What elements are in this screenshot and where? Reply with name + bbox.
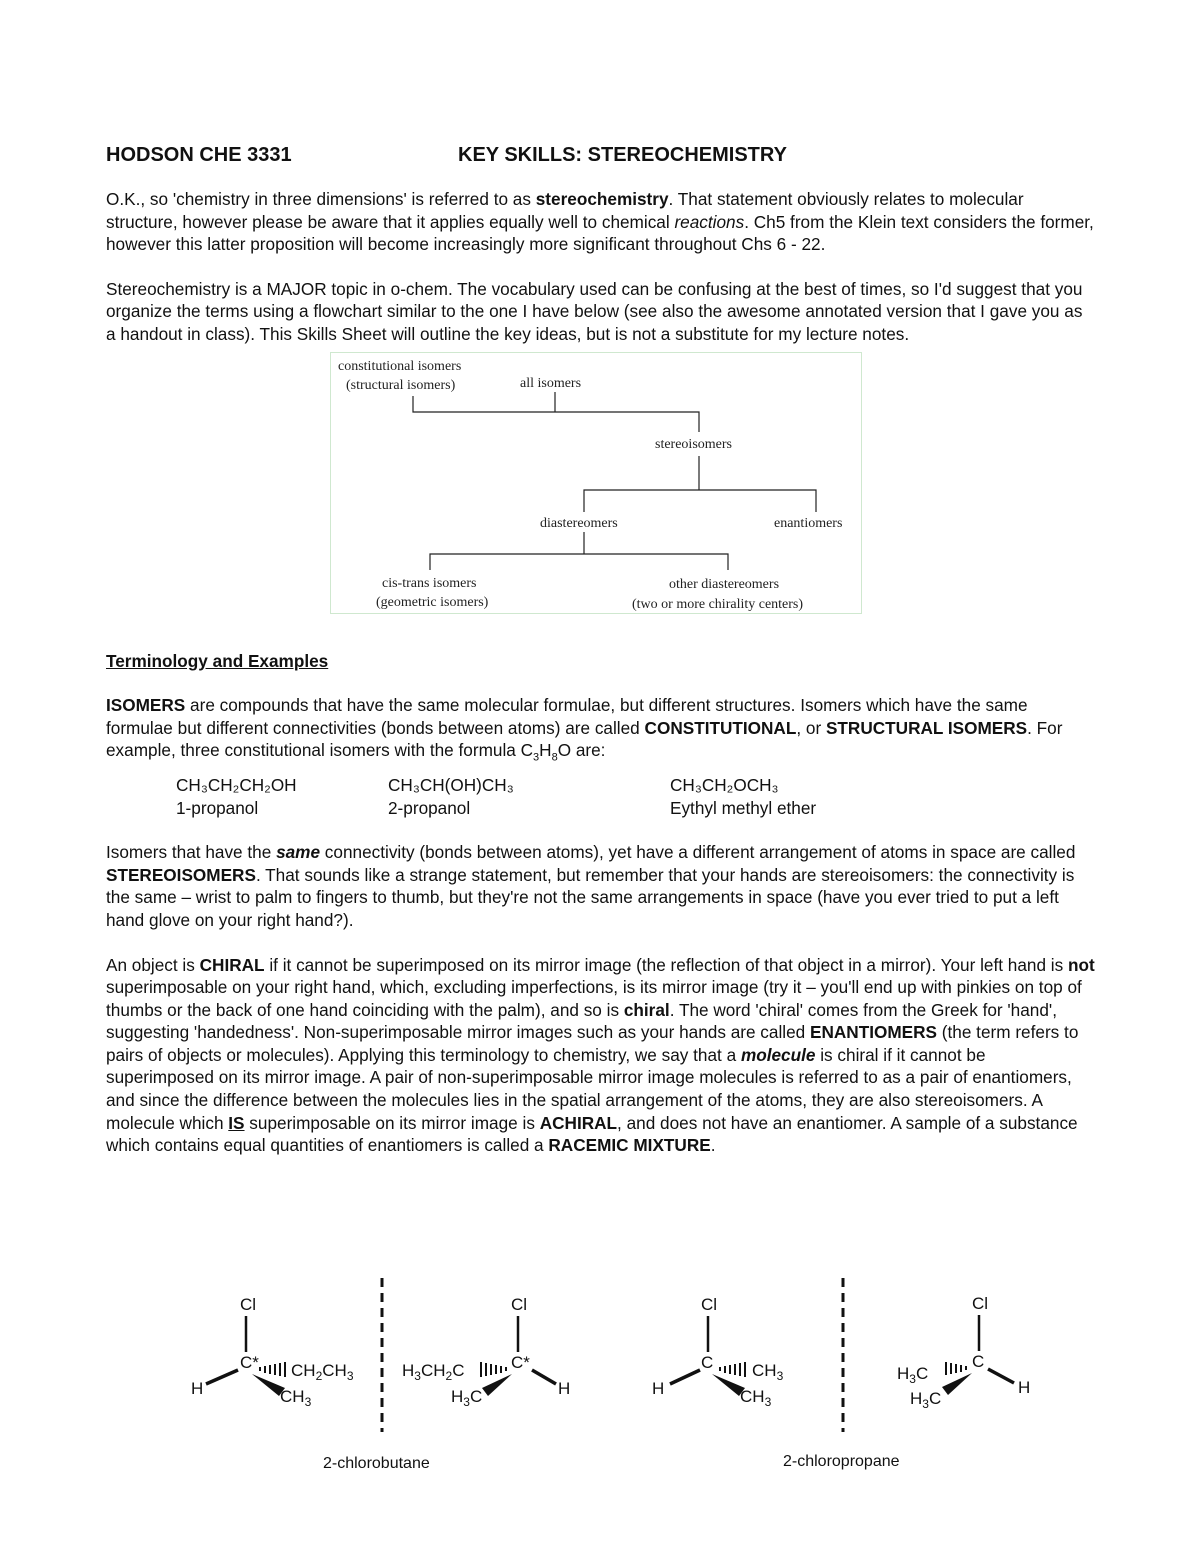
- svg-text:CH2CH3: $CH_2CH_3$: [291, 1361, 354, 1383]
- molecule-butane-left: [191, 1295, 354, 1409]
- svg-text:C: C: [701, 1353, 714, 1372]
- chiral-paragraph: An object is CHIRAL if it cannot be superimposed on its mirror image (the reflection of that object in a mirror). Your left hand is not superimposable on your right hand, which, excluding imperfections, is its mirror image (try it – you'll end up with pinkies on top of thumbs or the back of one hand coinciding with the palm), and so is chiral. The word 'chiral' comes from the Greek for 'hand', suggesting 'handedness'. Non-superimposable mirror images such as your hands are called ENANTIOMERS (the term refers to pairs of objects or molecules). Applying this terminology to chemistry, we say that a molecule is chiral if it cannot be superimposed on its mirror image. A pair of non-superimposable mirror image molecules is referred to as a pair of enantiomers, and since the difference between the molecules lies in the spatial arrangement of the atoms, they are also stereoisomers. A molecule which IS superimposable on its mirror image is ACHIRAL, and does not have an enantiomer. A sample of a substance which contains equal quantities of enantiomers is called a RACEMIC MIXTURE.: [106, 954, 1095, 1156]
- chirality-structures: [0, 1270, 1200, 1480]
- svg-text:Cl: Cl: [240, 1295, 257, 1314]
- example-3-formula: CH₃CH₂OCH₃: [670, 774, 779, 795]
- label-butane: 2-chlorobutane: [323, 1455, 430, 1472]
- molecule-butane-right: [402, 1295, 570, 1409]
- flow-stereo: stereoisomers: [655, 436, 732, 452]
- svg-text:Cl: Cl: [511, 1295, 528, 1314]
- flow-structural: (structural isomers): [346, 377, 456, 393]
- svg-text:CH3: $CH_3$: [280, 1387, 312, 1409]
- intro-paragraph-2: Stereochemistry is a MAJOR topic in o-chem. The vocabulary used can be confusing at the best of times, so I'd suggest that you organize the terms using a flowchart similar to the one I have below (see also the awesome annotated version that I gave you as a handout in class). This Skills Sheet will outline the key ideas, but is not a substitute for my lecture notes.: [106, 278, 1083, 344]
- flow-constitutional: constitutional isomers: [338, 358, 462, 374]
- course-code: HODSON CHE 3331: [106, 144, 292, 166]
- example-1-name: 1-propanol: [176, 797, 259, 818]
- stereoisomers-paragraph: Isomers that have the same connectivity (bonds between atoms), yet have a different arrangement of atoms in space are called STEREOISOMERS. That sounds like a strange statement, but remember that your hands are stereoisomers: the connectivity is the same – wrist to palm to fingers to thumb, but they're not the same arrangements in space (have you ever tried to put a left hand glove on your right hand?).: [106, 842, 1076, 930]
- svg-text:H: H: [1018, 1378, 1031, 1397]
- flow-geometric: (geometric isomers): [376, 594, 489, 610]
- isomer-flowchart: [330, 352, 862, 614]
- svg-text:H: H: [191, 1379, 204, 1398]
- example-3-name: Eythyl methyl ether: [670, 797, 817, 818]
- flow-diast: diastereomers: [540, 515, 618, 531]
- svg-text:CH3: $CH_3$: [740, 1387, 772, 1409]
- svg-text:Cl: Cl: [972, 1294, 989, 1313]
- example-1-formula: CH₃CH₂CH₂OH: [176, 774, 297, 795]
- flow-enant: enantiomers: [774, 515, 843, 531]
- svg-text:H3C: $H_3C$: [910, 1389, 942, 1411]
- sheet-title: KEY SKILLS: STEREOCHEMISTRY: [458, 144, 787, 166]
- intro-paragraph-1: O.K., so 'chemistry in three dimensions' is referred to as stereochemistry. That statement obviously relates to molecular structure, however please be aware that it applies equally well to chemical reactions. Ch5 from the Klein text considers the former, however this latter proposition will become increasingly more significant throughout Chs 6 - 22.: [106, 189, 1094, 255]
- svg-text:H3C: $H_3C$: [897, 1364, 929, 1386]
- svg-text:H3CH2C: $H_3CH_2C$: [402, 1361, 465, 1383]
- svg-text:H: H: [652, 1379, 665, 1398]
- svg-text:C*: C*: [240, 1353, 259, 1372]
- document-title: [106, 140, 1096, 170]
- molecule-propane-left: [652, 1295, 784, 1409]
- svg-text:CH3: $CH_3$: [752, 1361, 784, 1383]
- svg-text:H3C: $H_3C$: [451, 1387, 483, 1409]
- flow-all: all isomers: [520, 375, 582, 391]
- flow-twomore: (two or more chirality centers): [632, 596, 804, 612]
- document-body: [106, 140, 1096, 1179]
- flow-other: other diastereomers: [669, 576, 780, 592]
- isomer-examples: [176, 774, 816, 819]
- example-2-name: 2-propanol: [388, 797, 471, 818]
- label-propane: 2-chloropropane: [783, 1453, 900, 1470]
- flow-cistrans: cis-trans isomers: [382, 575, 477, 591]
- svg-text:H: H: [558, 1379, 571, 1398]
- example-2-formula: CH₃CH(OH)CH₃: [388, 774, 514, 795]
- svg-text:Cl: Cl: [701, 1295, 718, 1314]
- section-heading: Terminology and Examples: [106, 650, 329, 671]
- svg-text:C: C: [972, 1352, 985, 1371]
- molecule-propane-right: [897, 1294, 1030, 1411]
- svg-text:C*: C*: [511, 1353, 530, 1372]
- isomers-paragraph: ISOMERS are compounds that have the same molecular formulae, but different structures. Isomers which have the same formulae but different connectivities (bonds between atoms) are called CONSTITUTIONAL, or STRUCTURAL ISOMERS. For example, three constitutional isomers with the formula $C_3H_8O$ are:: [106, 695, 1063, 764]
